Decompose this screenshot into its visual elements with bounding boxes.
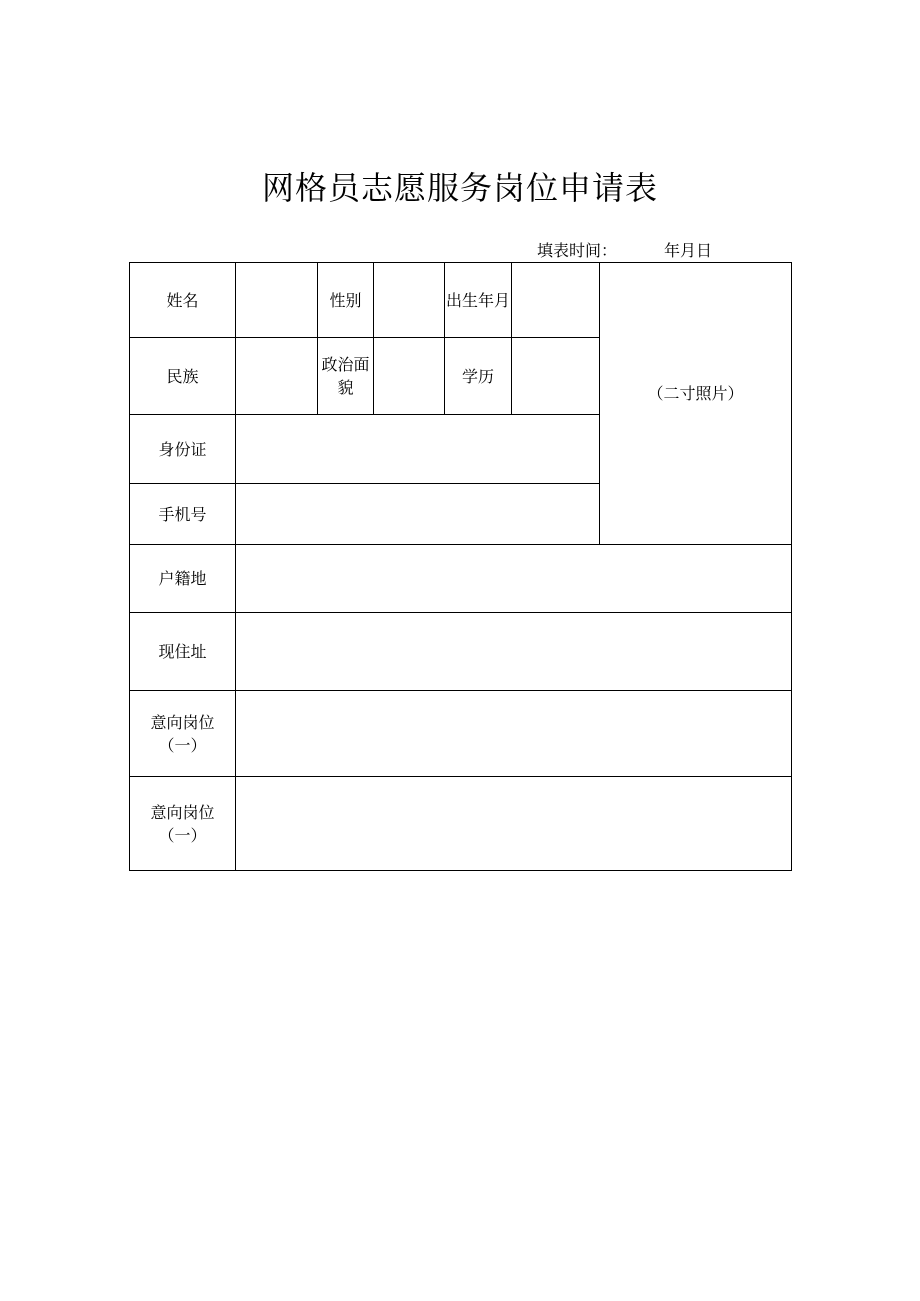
position2-label [150,801,214,847]
ethnicity-input-cell[interactable] [236,338,318,415]
political-label: 政治面貌 [321,355,370,397]
birth-input-cell[interactable] [512,263,600,338]
education-input-cell[interactable] [512,338,600,415]
table-row [130,263,792,338]
birth-label: 出生年月 [445,290,510,310]
education-label: 学历 [461,366,494,386]
fill-date-value: 年月日 [664,241,713,260]
phone-input-cell[interactable] [236,484,600,545]
name-label-cell [130,263,236,338]
political-input-cell[interactable] [374,338,445,415]
application-form-table [129,262,792,871]
phone-label-cell [130,484,236,545]
position1-label-cell [130,691,236,777]
position1-label [150,711,214,757]
birth-label-cell [445,263,512,338]
education-label-cell [445,338,512,415]
hukou-label-cell [130,545,236,613]
ethnicity-label-cell [130,338,236,415]
gender-label: 性别 [329,290,362,310]
position2-label-line1: 意向岗位 [150,802,215,822]
ethnicity-label: 民族 [166,366,199,386]
position1-label-line1: 意向岗位 [150,712,215,732]
hukou-input-cell[interactable] [236,545,792,613]
position1-label-line2: （一） [158,735,207,755]
table-row [130,545,792,613]
name-label: 姓名 [166,290,199,310]
table-row [130,777,792,871]
political-label-cell [318,338,374,415]
gender-input-cell[interactable] [374,263,445,338]
name-input-cell[interactable] [236,263,318,338]
id-card-label: 身份证 [158,439,207,459]
page-title: 网格员志愿服务岗位申请表 [261,169,658,207]
fill-date-label: 填表时间： [537,241,618,260]
address-label-cell [130,613,236,691]
photo-label: （二寸照片） [647,384,744,403]
photo-cell[interactable] [600,263,792,545]
gender-label-cell [318,263,374,338]
table-row [130,691,792,777]
id-card-label-cell [130,415,236,484]
hukou-label: 户籍地 [158,569,207,588]
id-card-input-cell[interactable] [236,415,600,484]
position2-input-cell[interactable] [236,777,792,871]
position1-input-cell[interactable] [236,691,792,777]
address-label: 现住址 [158,642,207,661]
position2-label-cell [130,777,236,871]
address-input-cell[interactable] [236,613,792,691]
table-row [130,613,792,691]
position2-label-line2: （一） [158,825,207,845]
phone-label: 手机号 [158,504,207,524]
